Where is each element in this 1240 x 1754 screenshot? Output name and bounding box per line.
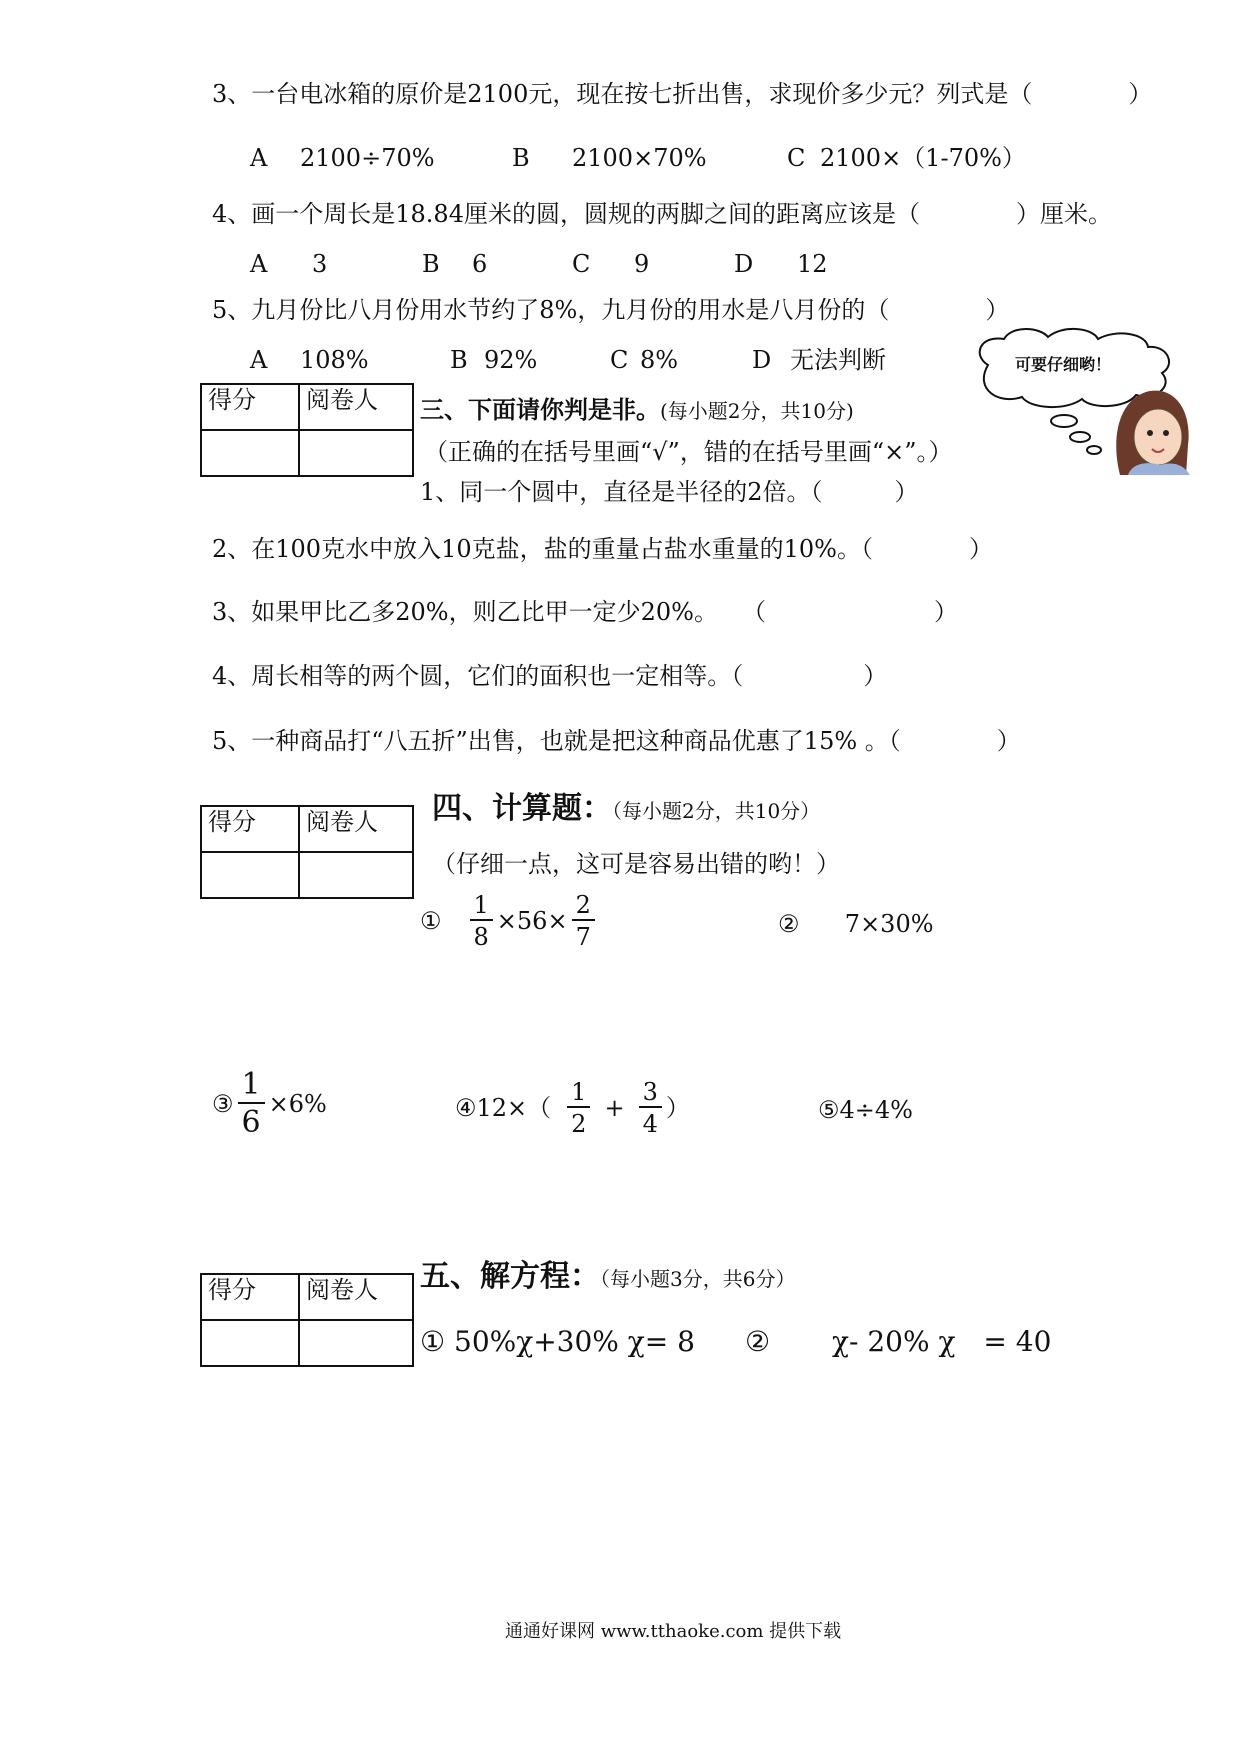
section-4-points: （每小题2分，共10分） — [612, 799, 821, 823]
question-4-text: 4、画一个周长是18.84厘米的圆，圆规的两脚之间的距离应该是（ ）厘米。 — [212, 200, 1112, 228]
calc-problem-1 — [420, 893, 599, 949]
girl-face — [1134, 409, 1182, 465]
expression: ×6% — [268, 1090, 327, 1118]
expression: ） — [665, 1094, 690, 1122]
section-4-heading — [432, 791, 821, 826]
option-letter: C — [610, 346, 629, 374]
section-3-points: (每小题2分，共10分) — [660, 399, 854, 423]
expression: 7×30% — [844, 910, 934, 938]
calc-problem-4 — [455, 1080, 690, 1136]
section-5-title: 五、解方程： — [420, 1259, 600, 1294]
option-letter: B — [450, 346, 468, 374]
equation-2: χ- 20% χ = 40 — [832, 1325, 1052, 1358]
option-letter: C — [787, 144, 806, 172]
option-text: 92% — [484, 346, 538, 374]
calc-problem-5: ⑤4÷4% — [818, 1096, 913, 1124]
score-box — [200, 383, 414, 477]
option-letter: D — [752, 346, 772, 374]
equation-2-marker: ② — [745, 1325, 771, 1358]
option-letter: A — [250, 346, 268, 374]
section-5-heading — [420, 1259, 796, 1294]
option-text: 2100÷70% — [300, 144, 435, 172]
bubble-dot — [1087, 446, 1101, 454]
judge-item-1: 1、同一个圆中，直径是半径的2倍。（ ） — [420, 478, 919, 506]
bubble-text: 可要仔细哟！ — [1015, 355, 1112, 374]
score-box — [200, 805, 414, 899]
option-text: 12 — [797, 250, 828, 278]
calc-problem-3 — [212, 1067, 327, 1140]
section-3-title: 三、下面请你判是非。 — [420, 395, 660, 424]
plus-sign: + — [604, 1094, 625, 1122]
bubble-dot — [1051, 415, 1077, 427]
section-3-instruction: （正确的在括号里画“√”，错的在括号里画“×”。） — [424, 438, 953, 466]
section-4-note: （仔细一点，这可是容易出错的哟！） — [432, 850, 840, 878]
grader-cell[interactable] — [299, 430, 413, 476]
section-5-points: （每小题3分，共6分） — [600, 1267, 796, 1291]
option-letter: D — [734, 250, 754, 278]
option-text: 2100×（1-70%） — [820, 144, 1026, 172]
judge-item-5: 5、一种商品打“八五折”出售，也就是把这种商品优惠了15% 。（ ） — [212, 727, 1021, 755]
equation-1: ① 50%χ+30% χ= 8 — [420, 1325, 695, 1358]
question-3-text: 3、一台电冰箱的原价是2100元，现在按七折出售，求现价多少元？列式是（ ） — [212, 80, 1153, 108]
fraction: $\frac{1}{6}$ — [238, 1070, 265, 1138]
grader-cell[interactable] — [299, 1320, 413, 1366]
option-text: 9 — [634, 250, 650, 278]
expression: ④12×（ — [455, 1094, 552, 1122]
fraction: $\frac{1}{8}$ — [470, 893, 493, 949]
option-letter: A — [250, 144, 268, 172]
score-label: 得分 — [201, 806, 299, 852]
option-letter: C — [572, 250, 591, 278]
option-text: 6 — [472, 250, 488, 278]
grader-label: 阅卷人 — [299, 384, 413, 430]
problem-marker: ② — [778, 910, 800, 938]
calc-problem-2 — [778, 912, 934, 936]
option-text: 3 — [312, 250, 328, 278]
judge-item-2: 2、在100克水中放入10克盐，盐的重量占盐水重量的10%。（ ） — [212, 535, 993, 563]
option-letter: B — [512, 144, 530, 172]
operator-text: ×56× — [496, 907, 568, 935]
girl-eye — [1147, 430, 1153, 436]
option-text: 无法判断 — [790, 346, 886, 374]
score-label: 得分 — [201, 1274, 299, 1320]
section-3-heading — [420, 395, 854, 424]
option-letter: B — [422, 250, 440, 278]
score-cell[interactable] — [201, 430, 299, 476]
problem-marker: ③ — [212, 1090, 234, 1118]
question-5-text: 5、九月份比八月份用水节约了8%，九月份的用水是八月份的（ ） — [212, 296, 1010, 324]
judge-item-3: 3、如果甲比乙多20%，则乙比甲一定少20%。 （ ） — [212, 598, 958, 626]
option-text: 2100×70% — [572, 144, 707, 172]
score-cell[interactable] — [201, 1320, 299, 1366]
section-4-title: 四、计算题： — [432, 791, 612, 826]
fraction: $\frac{1}{2}$ — [567, 1080, 590, 1136]
grader-label: 阅卷人 — [299, 806, 413, 852]
option-letter: A — [250, 250, 268, 278]
option-text: 8% — [640, 346, 679, 374]
judge-item-4: 4、周长相等的两个圆，它们的面积也一定相等。（ ） — [212, 662, 888, 690]
girl-eye — [1163, 430, 1169, 436]
score-cell[interactable] — [201, 852, 299, 898]
option-text: 108% — [300, 346, 369, 374]
thinking-girl-illustration — [970, 325, 1192, 475]
grader-cell[interactable] — [299, 852, 413, 898]
bubble-dot — [1070, 432, 1090, 442]
grader-label: 阅卷人 — [299, 1274, 413, 1320]
fraction: $\frac{3}{4}$ — [639, 1080, 662, 1136]
problem-marker: ① — [420, 907, 442, 935]
score-label: 得分 — [201, 384, 299, 430]
page-footer: 通通好课网 www.tthaoke.com 提供下载 — [505, 1621, 842, 1642]
fraction: $\frac{2}{7}$ — [572, 893, 595, 949]
score-box — [200, 1273, 414, 1367]
